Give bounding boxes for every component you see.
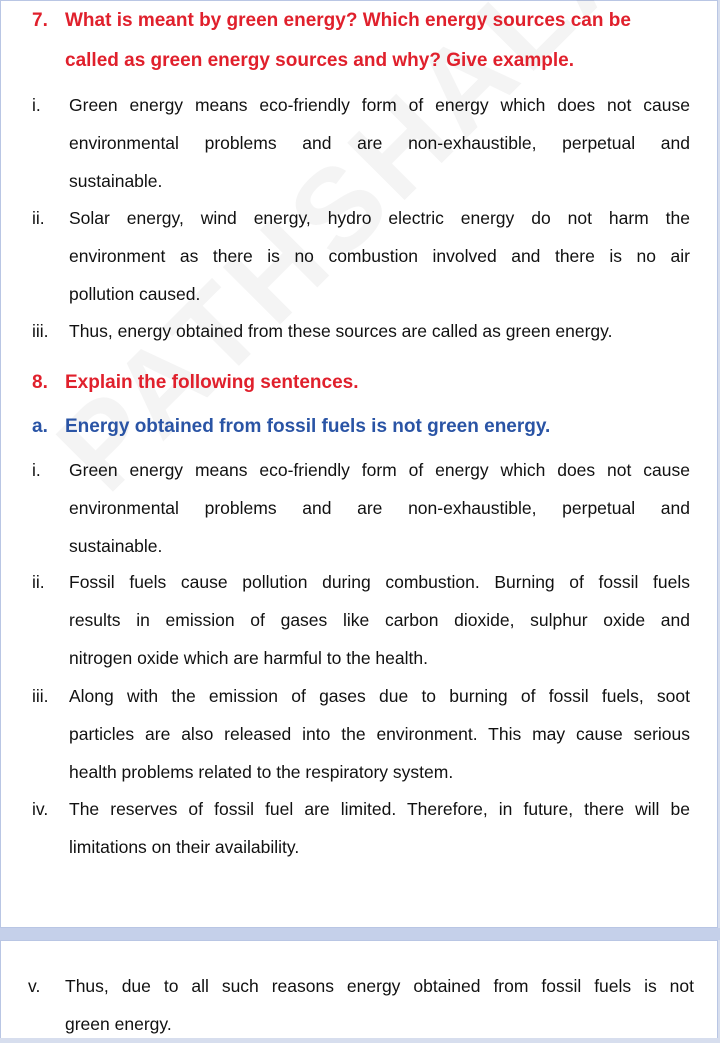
- point-line: Thus, due to all such reasons energy obtained from fossil fuels is not: [65, 976, 694, 996]
- roman-numeral: iv.: [32, 799, 49, 819]
- sub-question-label: a.: [32, 416, 48, 437]
- point-line: environmental problems and are non-exhaustible, perpetual and: [69, 133, 690, 153]
- roman-numeral: iii.: [32, 686, 49, 706]
- point-line: Green energy means eco-friendly form of energy which does not cause: [69, 460, 690, 480]
- point-line: Green energy means eco-friendly form of energy which does not cause: [69, 95, 690, 115]
- point-line: particles are also released into the environment. This may cause serious: [69, 724, 690, 744]
- point-line: sustainable.: [69, 536, 163, 556]
- page-separator: [0, 928, 720, 940]
- point-line: Thus, energy obtained from these sources are called as green energy.: [69, 321, 613, 341]
- roman-numeral: i.: [32, 460, 41, 480]
- question-text-line-2: called as green energy sources and why? Give example.: [65, 50, 575, 71]
- sub-question-text: Energy obtained from fossil fuels is not green energy.: [65, 416, 551, 437]
- point-line: limitations on their availability.: [69, 837, 300, 857]
- roman-numeral: ii.: [32, 572, 45, 592]
- point-line: pollution caused.: [69, 284, 201, 304]
- roman-numeral: i.: [32, 95, 41, 115]
- roman-numeral: iii.: [32, 321, 49, 341]
- point-line: Solar energy, wind energy, hydro electric energy do not harm the: [69, 208, 690, 228]
- point-line: results in emission of gases like carbon dioxide, sulphur oxide and: [69, 610, 690, 630]
- question-number: 8.: [32, 372, 48, 393]
- page-2: [0, 940, 718, 1038]
- point-line: green energy.: [65, 1014, 172, 1034]
- point-line: health problems related to the respiratory system.: [69, 762, 454, 782]
- question-text: Explain the following sentences.: [65, 372, 359, 393]
- point-line: Fossil fuels cause pollution during combustion. Burning of fossil fuels: [69, 572, 690, 592]
- point-line: environment as there is no combustion involved and there is no air: [69, 246, 690, 266]
- question-number: 7.: [32, 10, 48, 31]
- roman-numeral: v.: [28, 976, 41, 996]
- point-line: The reserves of fossil fuel are limited. Therefore, in future, there will be: [69, 799, 690, 819]
- point-line: nitrogen oxide which are harmful to the health.: [69, 648, 428, 668]
- question-text-line-1: What is meant by green energy? Which energy sources can be: [65, 10, 631, 31]
- point-line: environmental problems and are non-exhaustible, perpetual and: [69, 498, 690, 518]
- roman-numeral: ii.: [32, 208, 45, 228]
- point-line: sustainable.: [69, 171, 163, 191]
- point-line: Along with the emission of gases due to burning of fossil fuels, soot: [69, 686, 690, 706]
